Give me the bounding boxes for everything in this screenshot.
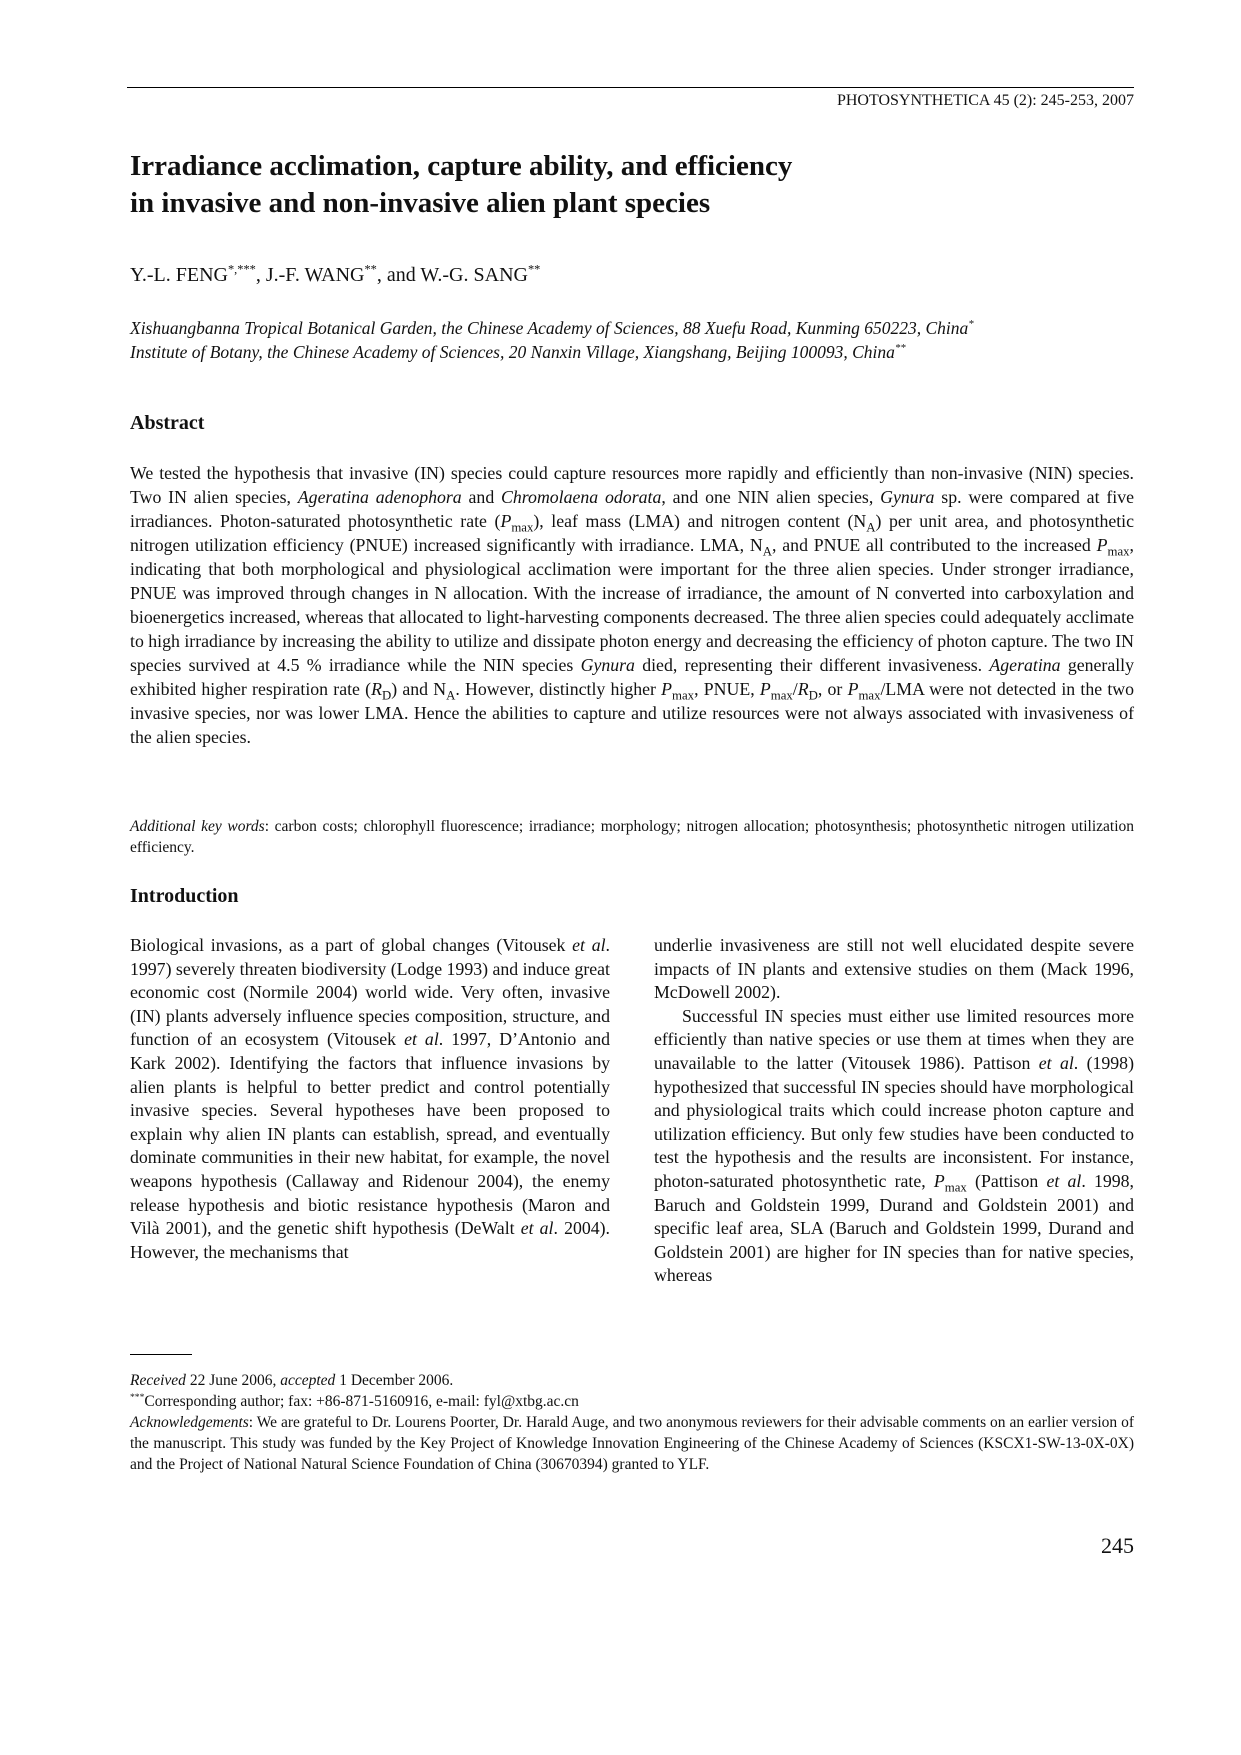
author-3-marks: ** — [527, 262, 541, 277]
abstract-text: generally exhibited higher respiration rate ( — [130, 655, 1134, 699]
abstract-text: We tested the hypothesis that invasive (IN) species could capture resources more rapidly and efficiently than non-invasive (NIN) species. Two IN alien species, — [130, 463, 1134, 507]
species-name: Gynura — [580, 655, 635, 675]
subscript-max: max — [1107, 544, 1130, 559]
subscript-max: max — [770, 688, 793, 703]
corresponding-text: Corresponding author; fax: +86-871-5160916, e-mail: fyl@xtbg.ac.cn — [144, 1393, 579, 1410]
subscript-max: max — [944, 1180, 967, 1195]
keywords-text: : carbon costs; chlorophyll fluorescence; irradiance; morphology; nitrogen allocation; photosynthesis; photosynthetic nitrogen utilization efficiency. — [130, 818, 1134, 856]
header-rule — [127, 87, 1134, 88]
affiliation-1-text: Xishuangbanna Tropical Botanical Garden, the Chinese Academy of Sciences, 88 Xuefu Road, Kunming 650223, China — [130, 318, 969, 338]
et-al: et al — [1046, 1170, 1082, 1191]
abstract-text: , indicating that both morphological and physiological acclimation were important for the three alien species. Under stronger irradiance, PNUE was improved through changes in N allocation. With the increase of irradiance, the amount of N converted into carboxylation and bioenergetics increased, whereas that allocated to light-harvesting components decreased. The three alien species could adequately acclimate to high irradiance by increasing the ability to utilize and dissipate photon energy and decreasing the efficiency of photon capture. The two IN species survived at 4.5 % irradiance while the NIN species — [130, 535, 1134, 675]
abstract-text: ), leaf mass (LMA) and nitrogen content (N — [533, 511, 867, 531]
corresponding-author-note — [130, 1391, 1134, 1412]
author-2: J.-F. WANG — [265, 264, 365, 286]
symbol-p: P — [933, 1170, 945, 1191]
introduction-left-column — [130, 934, 610, 1264]
abstract-text: , and PNUE all contributed to the increased — [772, 535, 1097, 555]
received-date: 22 June 2006, — [185, 1372, 281, 1389]
affiliation-2 — [130, 340, 1134, 364]
abstract-body — [130, 461, 1134, 749]
footnotes — [130, 1370, 1134, 1475]
intro-text: . 2004). However, the mechanisms that — [130, 1218, 611, 1262]
keywords-label: Additional key words — [130, 818, 265, 835]
subscript-max: max — [858, 688, 881, 703]
introduction-right-column — [654, 934, 1134, 1288]
abstract-text: sp. were compared at five irradiances. Photon-saturated photosynthetic rate ( — [130, 487, 1134, 531]
symbol-p: P — [500, 511, 512, 531]
abstract-text: , PNUE, — [694, 679, 760, 699]
abstract-text: and — [461, 487, 502, 507]
intro-text: Biological invasions, as a part of global changes (Vitousek — [130, 935, 573, 955]
author-2-marks: ** — [364, 262, 377, 277]
species-name: Chromolaena odorata — [501, 487, 662, 507]
author-1-marks: *,*** — [227, 262, 256, 277]
acknowledgements — [130, 1412, 1134, 1475]
species-name: Ageratina adenophora — [297, 487, 462, 507]
intro-text: (Pattison — [966, 1170, 1047, 1191]
abstract-text: ) and N — [391, 679, 447, 699]
affiliation-1-mark: * — [968, 318, 974, 331]
subscript-d: D — [381, 688, 392, 703]
affiliation-1 — [130, 316, 1134, 340]
acknowledgements-text: : We are grateful to Dr. Lourens Poorter, Dr. Harald Auge, and two anonymous reviewers for their advisable comments on an earlier version of the manuscript. This study was funded by the Key Project of Knowledge Innovation Engineering of the Chinese Academy of Sciences (KSCX1-SW-13-0X-0X) and the Project of National Natural Science Foundation of China (30670394) granted to YLF. — [130, 1414, 1134, 1473]
species-name: Ageratina — [989, 655, 1061, 675]
author-list — [130, 264, 540, 287]
abstract-text: /LMA were not detected in the two invasive species, nor was lower LMA. Hence the abilities to capture and utilize resources were not always associated with invasiveness of the alien species. — [130, 679, 1134, 747]
intro-paragraph-2 — [654, 1005, 1134, 1288]
author-separator: , — [255, 264, 266, 286]
corresponding-mark: *** — [130, 1391, 145, 1403]
subscript-d: D — [808, 688, 818, 703]
keywords — [130, 816, 1134, 858]
abstract-text: . However, distinctly higher — [455, 679, 662, 699]
symbol-r: R — [797, 679, 809, 699]
et-al: et al — [1038, 1052, 1074, 1073]
author-1: Y.-L. FENG — [130, 264, 228, 286]
abstract-text: , and one NIN alien species, — [661, 487, 881, 507]
abstract-text: ) per unit area, and photosynthetic nitrogen utilization efficiency (PNUE) increased significantly with irradiance. LMA, N — [130, 511, 1135, 555]
intro-text: . 1997, D’Antonio and Kark 2002). Identifying the factors that influence invasions by alien plants is helpful to better predict and control potentially invasive species. Several hypotheses have been proposed to explain why alien IN plants can establish, spread, and eventually dominate communities in their new habitat, for example, the novel weapons hypothesis (Callaway and Ridenour 2004), the enemy release hypothesis and biotic resistance hypothesis (Maron and Vilà 2001), and the genetic shift hypothesis (DeWalt — [130, 1029, 610, 1239]
accepted-date: 1 December 2006. — [335, 1372, 454, 1389]
title-line-2: in invasive and non-invasive alien plant species — [130, 187, 711, 219]
author-separator: , and — [376, 264, 421, 286]
introduction-heading: Introduction — [130, 885, 239, 907]
intro-paragraph-1-continued: underlie invasiveness are still not well elucidated despite severe impacts of IN plants and extensive studies on them (Mack 1996, McDowell 2002). — [654, 935, 1134, 1003]
intro-paragraph-1 — [130, 934, 610, 1264]
title-line-1: Irradiance acclimation, capture ability, and efficiency — [130, 150, 793, 182]
intro-text: Successful IN species must either use limited resources more efficiently than native species or use them at times when they are unavailable to the latter (Vitousek 1986). Pattison — [654, 1005, 1134, 1073]
abstract-text: died, representing their different invasiveness. — [634, 655, 990, 675]
acknowledgements-label: Acknowledgements — [130, 1414, 249, 1431]
intro-text: . 1997) severely threaten biodiversity (Lodge 1993) and induce great economic cost (Normile 2004) world wide. Very often, invasive (IN) plants adversely influence species composition, structure, and function of an ecosystem (Vitousek — [130, 935, 610, 1050]
accepted-label: accepted — [280, 1372, 336, 1389]
author-3: W.-G. SANG — [420, 264, 528, 286]
page-number: 245 — [1101, 1533, 1134, 1558]
footnote-rule — [130, 1354, 192, 1355]
abstract-text: , or — [817, 679, 848, 699]
subscript-a: A — [762, 544, 773, 559]
received-label: Received — [130, 1372, 186, 1389]
affiliation-2-text: Institute of Botany, the Chinese Academy of Sciences, 20 Nanxin Village, Xiangshang, Beijing 100093, China — [130, 342, 895, 362]
abstract-heading: Abstract — [130, 412, 205, 434]
et-al: et al — [520, 1218, 554, 1239]
et-al: et al — [572, 935, 606, 955]
et-al: et al — [404, 1029, 439, 1050]
received-note — [130, 1370, 1134, 1391]
subscript-a: A — [866, 520, 876, 535]
species-name: Gynura — [880, 487, 935, 507]
intro-text: . 1998, Baruch and Goldstein 1999, Durand and Goldstein 2001) and specific leaf area, SLA (Baruch and Goldstein 1999, Durand and Goldstein 2001) are higher for IN species than for native species, whereas — [654, 1170, 1135, 1286]
abstract-text: / — [792, 679, 798, 699]
affiliation-2-mark: ** — [894, 342, 906, 355]
subscript-max: max — [672, 688, 695, 703]
symbol-p: P — [759, 679, 771, 699]
symbol-r: R — [371, 679, 382, 699]
symbol-p: P — [847, 679, 859, 699]
affiliations — [130, 316, 1134, 364]
subscript-max: max — [511, 520, 534, 535]
symbol-p: P — [1096, 535, 1108, 555]
symbol-p: P — [661, 679, 673, 699]
subscript-a: A — [446, 688, 456, 703]
intro-text: . (1998) hypothesized that successful IN species should have morphological and physiological traits which could increase photon capture and utilization efficiency. But only few studies have been conducted to test the hypothesis and the results are inconsistent. For instance, photon-saturated photosynthetic rate, — [654, 1052, 1134, 1191]
article-title — [130, 148, 1130, 222]
journal-reference: PHOTOSYNTHETICA 45 (2): 245-253, 2007 — [836, 92, 1134, 109]
